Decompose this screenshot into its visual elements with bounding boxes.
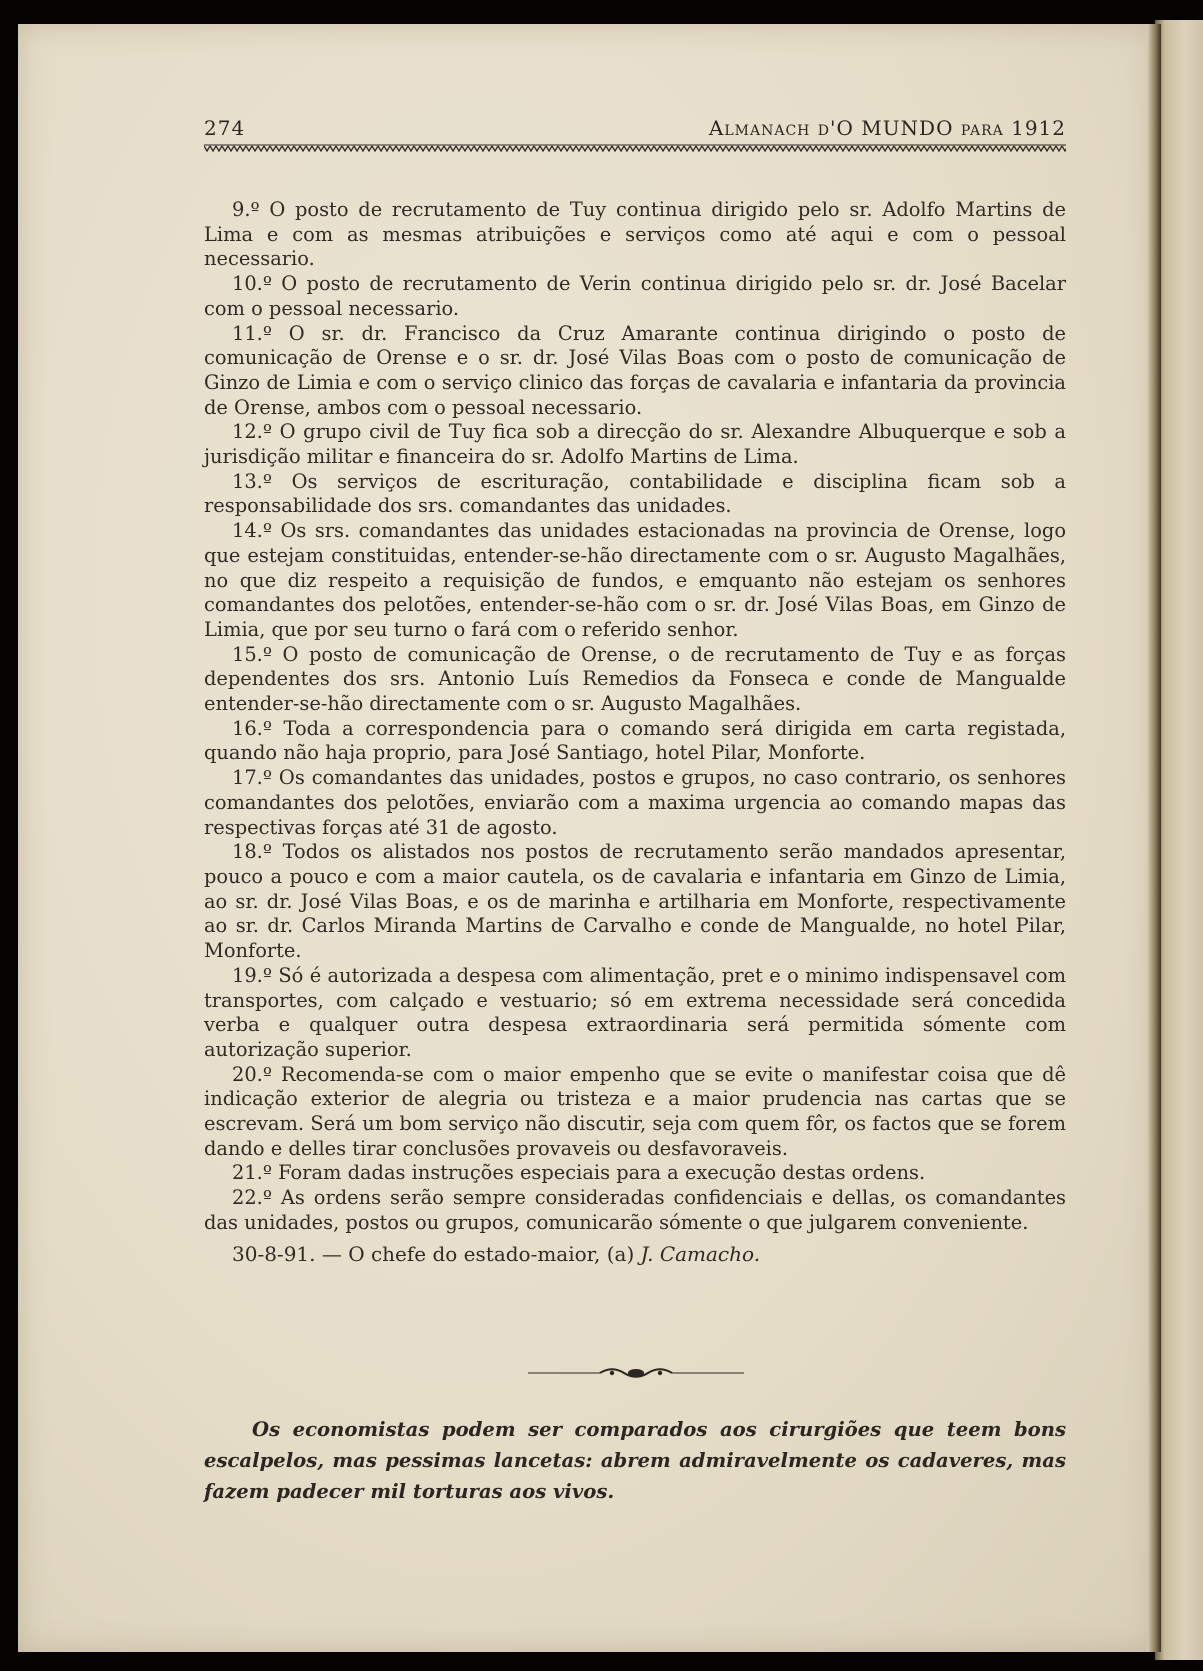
- paragraph-9: 9.º O posto de recrutamento de Tuy continua dirigido pelo sr. Adolfo Martins de Lima e com as mesmas atribuições e serviços como até aqui e com o pessoal necessario.: [204, 198, 1066, 271]
- header-rule: [204, 143, 1066, 153]
- paragraph-14: 14.º Os srs. comandantes das unidades estacionadas na provincia de Orense, logo que estejam constituidas, entender-se-hão directamente com o sr. Augusto Magalhães, no que diz respeito a requisição de fundos, e emquanto não estejam os senhores comandantes dos pelotões, entender-se-hão com o sr. dr. José Vilas Boas, em Ginzo de Limia, que por seu turno o fará com o referido senhor.: [204, 519, 1066, 641]
- signature: J. Camacho.: [640, 1241, 761, 1266]
- paragraph-18: 18.º Todos os alistados nos postos de recrutamento serão mandados apresentar, pouco a pouco e com a maior cautela, os de cavalaria e infantaria em Ginzo de Limia, ao sr. dr. José Vilas Boas, e os de marinha e artilharia em Monforte, respectivamente ao sr. dr. Carlos Miranda Martins de Carvalho e conde de Mangualde, no hotel Pilar, Monforte.: [204, 840, 1066, 963]
- paragraph-19: 19.º Só é autorizada a despesa com alimentação, pret e o minimo indispensavel com transportes, com calçado e vestuario; só em extrema necessidade será concedida verba e qualquer outra despesa extraordinaria será permitida sómente com autorização superior.: [204, 963, 1066, 1061]
- signoff: [204, 1242, 1066, 1267]
- facing-page-edge: [1155, 20, 1203, 1660]
- page-number: 274: [204, 116, 246, 140]
- paragraph-20: 20.º Recomenda-se com o maior empenho que se evite o manifestar coisa que dê indicação exterior de alegria ou tristeza e a maior prudencia nas cartas que se escrevam. Será um bom serviço não discutir, seja com quem fôr, os factos que se forem dando e delles tirar conclusões provaveis ou desfavoraveis.: [204, 1062, 1066, 1160]
- section-ornament: [528, 1366, 744, 1380]
- paragraph-13: 13.º Os serviços de escrituração, contabilidade e disciplina ficam sob a responsabilidade dos srs. comandantes das unidades.: [204, 469, 1066, 518]
- paragraph-12: 12.º O grupo civil de Tuy fica sob a direcção do sr. Alexandre Albuquerque e sob a jurisdição militar e financeira do sr. Adolfo Martins de Lima.: [204, 420, 1066, 469]
- signoff-text: 30-8-91. — O chefe do estado-maior, (a): [232, 1241, 641, 1266]
- paragraph-10: 10.º O posto de recrutamento de Verin continua dirigido pelo sr. dr. José Bacelar com o pessoal necessario.: [204, 272, 1066, 320]
- page-header: [204, 116, 1066, 146]
- paragraph-15: 15.º O posto de comunicação de Orense, o de recrutamento de Tuy e as forças dependentes dos srs. Antonio Luís Remedios da Fonseca e conde de Mangualde entender-se-hão directamente com o sr. Augusto Magalhães.: [204, 642, 1066, 716]
- body-text: [204, 198, 1066, 1266]
- paragraph-11: 11.º O sr. dr. Francisco da Cruz Amarante continua dirigindo o posto de comunicação de Orense e o sr. dr. José Vilas Boas com o posto de comunicação de Ginzo de Limia e com o serviço clinico das forças de cavalaria e infantaria da provincia de Orense, ambos com o pessoal necessario.: [204, 321, 1066, 419]
- page-gutter: [1147, 24, 1161, 1652]
- quote-text: Os economistas podem ser comparados aos cirurgiões que teem bons escalpelos, mas pessimas lancetas: abrem admiravelmente os cadaveres, mas fazem padecer mil torturas aos vivos.: [204, 1418, 1066, 1503]
- paragraph-22: 22.º As ordens serão sempre consideradas confidenciais e dellas, os comandantes das unidades, postos ou grupos, comunicarão sómente o que julgarem conveniente.: [204, 1186, 1066, 1234]
- paragraph-17: 17.º Os comandantes das unidades, postos e grupos, no caso contrario, os senhores comandantes dos pelotões, enviarão com a maxima urgencia ao comando mapas das respectivas forças até 31 de agosto.: [204, 766, 1066, 839]
- paragraph-21: 21.º Foram dadas instruções especiais para a execução destas ordens.: [232, 1161, 926, 1185]
- paragraph-16: 16.º Toda a correspondencia para o comando será dirigida em carta registada, quando não haja proprio, para José Santiago, hotel Pilar, Monforte.: [204, 716, 1066, 765]
- running-title: Almanach d'O MUNDO para 1912: [708, 116, 1066, 140]
- closing-quote: [204, 1414, 1066, 1507]
